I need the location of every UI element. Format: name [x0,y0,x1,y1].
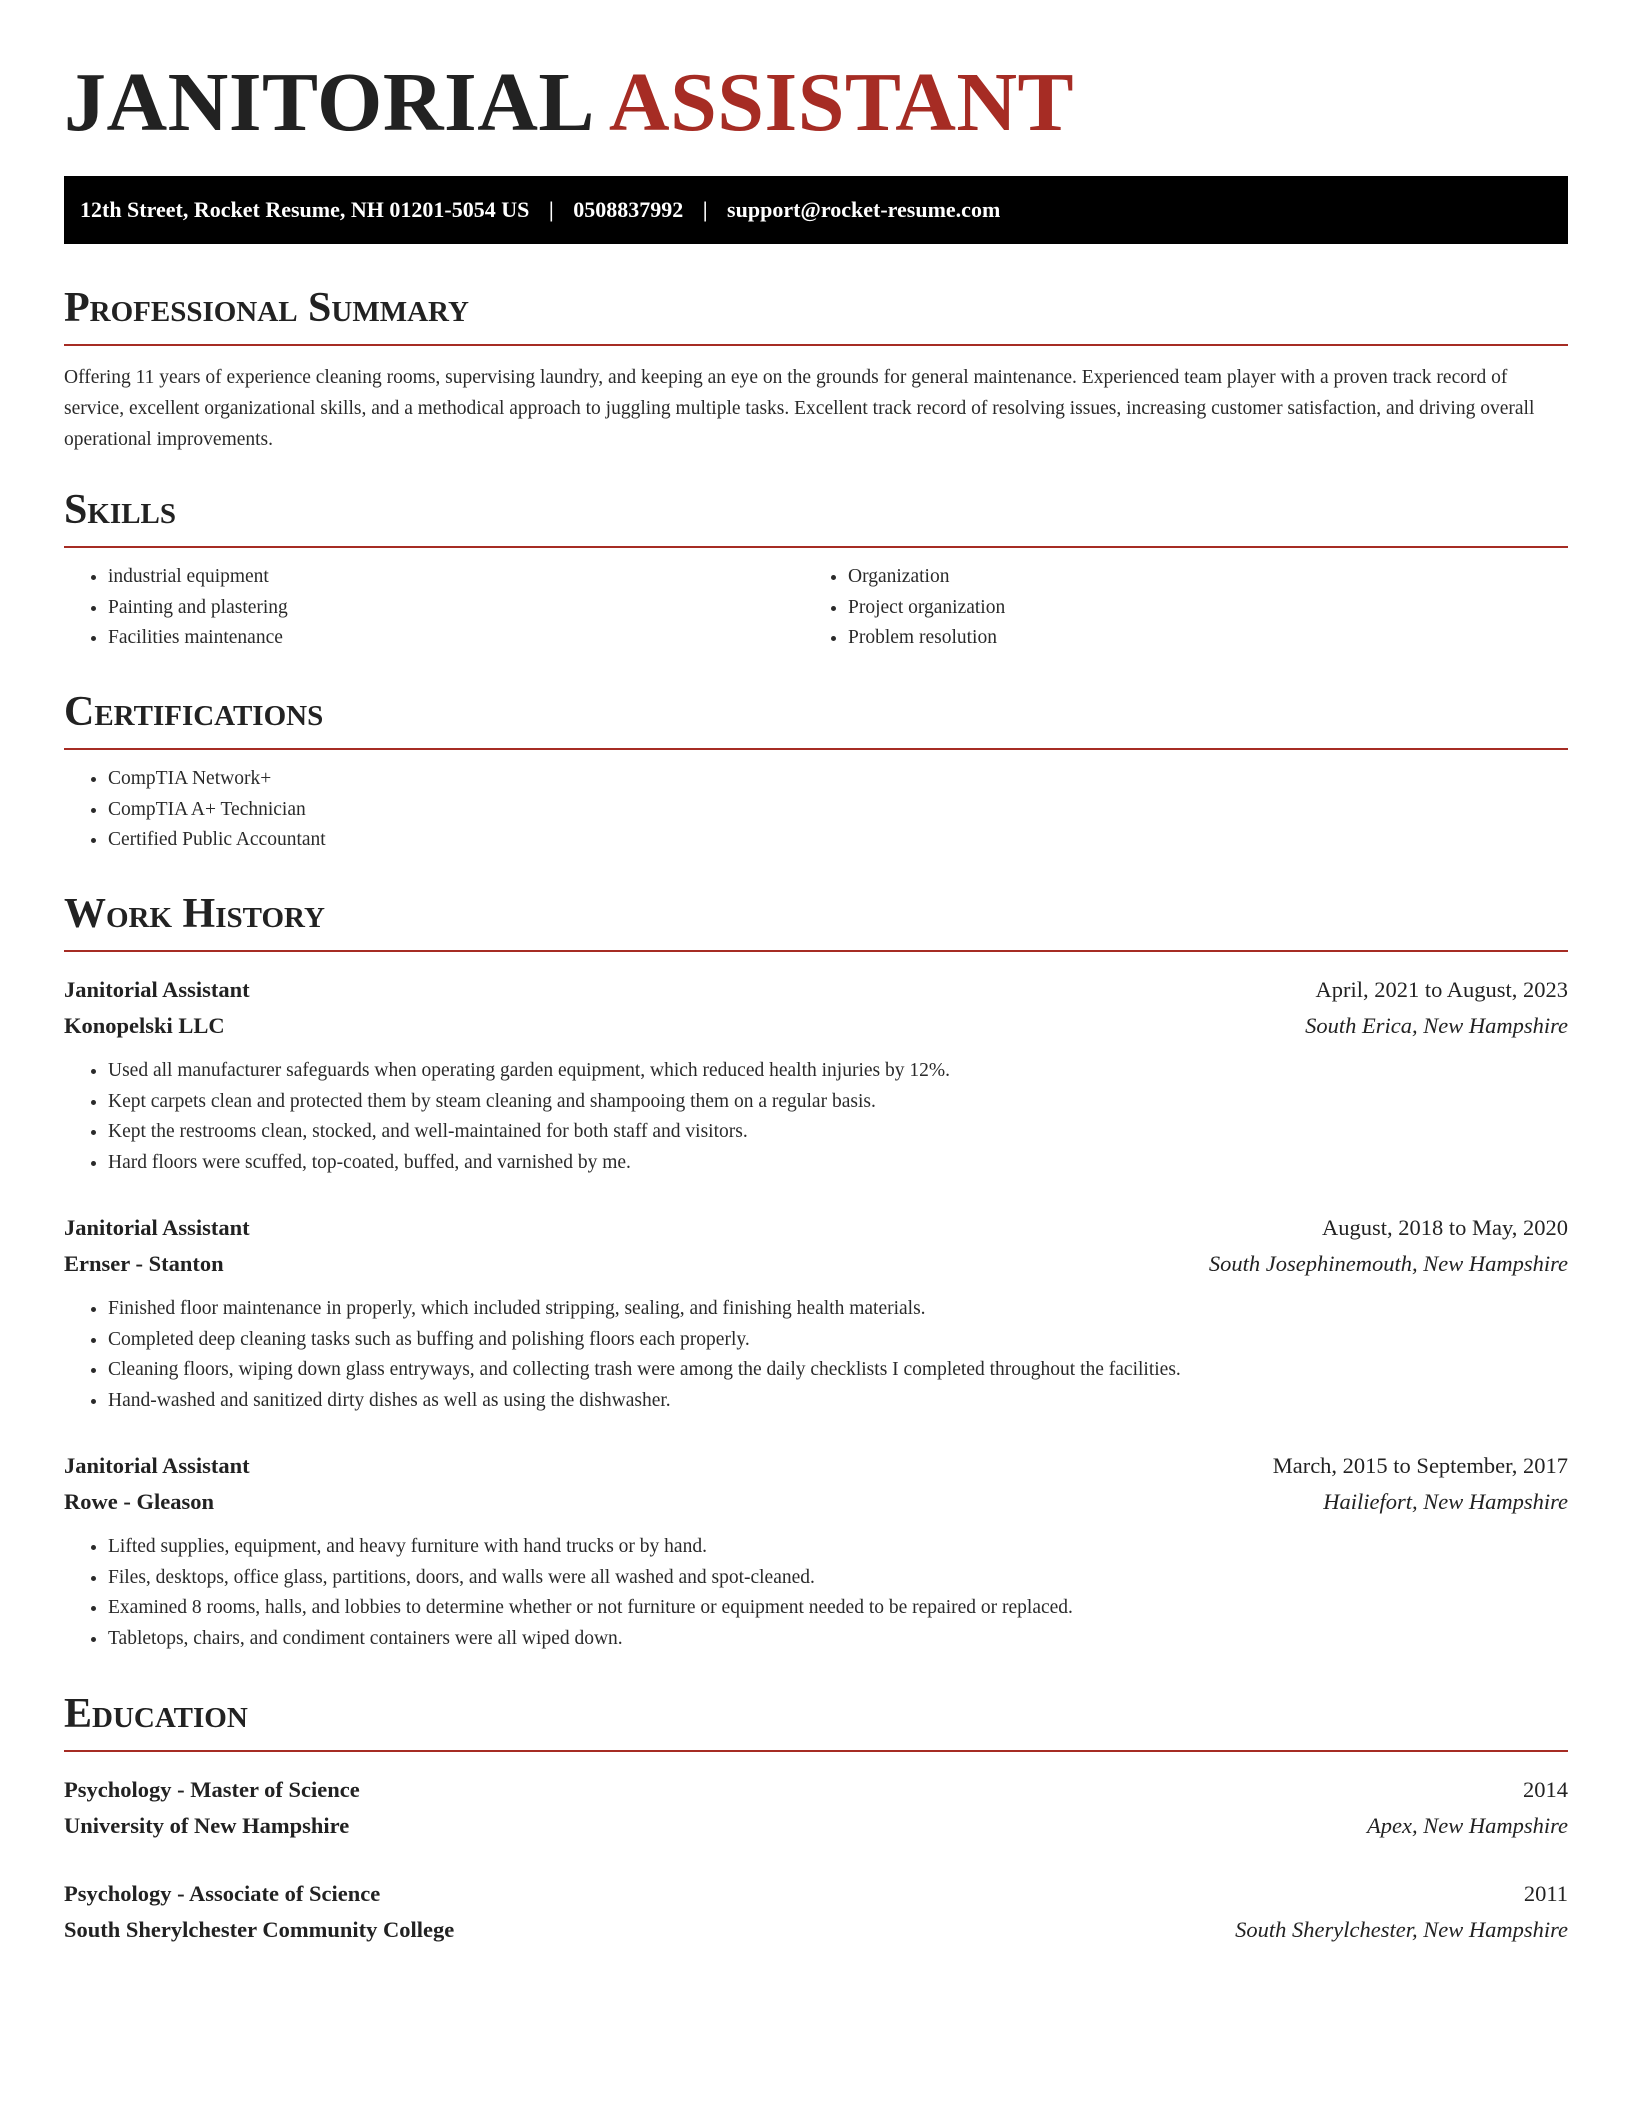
job-bullet: • Completed deep cleaning tasks such as buffing and polishing floors each properly. [108,1325,1568,1356]
school-location: South Sherylchester, New Hampshire [1235,1917,1568,1942]
graduation-year: 2014 [1523,1777,1568,1802]
skill-item: • Facilities maintenance [108,623,804,654]
skills-list-left [64,562,804,654]
certification-item: • Certified Public Accountant [108,825,1568,856]
skill-item: • Problem resolution [848,623,1568,654]
section-heading: Education [64,1691,248,1737]
contact-address: 12th Street, Rocket Resume, NH 01201-5054 US [80,197,530,222]
education-entry [64,1876,1568,1948]
resume-page [64,0,1568,1942]
skill-item: • Painting and plastering [108,593,804,624]
job-bullet: • Files, desktops, office glass, partitions, doors, and walls were all washed and spot-cleaned. [108,1563,1568,1594]
certifications-section [64,684,1568,856]
job-bullet: • Hand-washed and sanitized dirty dishes as well as using the dishwasher. [108,1386,1568,1417]
job-location: Hailiefort, New Hampshire [1323,1489,1568,1514]
job-bullet: • Tabletops, chairs, and condiment containers were all wiped down. [108,1624,1568,1655]
work-history-section [64,886,1568,1654]
job-location: South Erica, New Hampshire [1305,1013,1568,1038]
section-divider [64,748,1568,750]
job-bullet: • Cleaning floors, wiping down glass entryways, and collecting trash were among the daily checklists I completed throughout the facilities. [108,1355,1568,1386]
school-name: South Sherylchester Community College [64,1917,455,1942]
certification-item: • CompTIA Network+ [108,764,1568,795]
job-bullet: • Examined 8 rooms, halls, and lobbies to determine whether or not furniture or equipment needed to be repaired or replaced. [108,1593,1568,1624]
contact-bar [64,176,1568,244]
job-entry [64,1210,1568,1416]
contact-separator: | [702,197,708,222]
job-location: South Josephinemouth, New Hampshire [1208,1251,1568,1276]
graduation-year: 2011 [1523,1881,1568,1906]
education-entry [64,1772,1568,1844]
section-heading: Professional Summary [64,285,469,331]
job-bullets [64,1294,1568,1416]
job-company: Rowe - Gleason [64,1489,214,1514]
job-title: Janitorial Assistant [64,1453,250,1478]
section-heading: Work History [64,891,325,937]
section-divider [64,344,1568,346]
job-bullets [64,1056,1568,1178]
contact-email: support@rocket-resume.com [727,197,1001,222]
skills-list-right [804,562,1568,654]
contact-phone: 0508837992 [573,197,684,222]
job-dates: April, 2021 to August, 2023 [1315,977,1568,1002]
job-company: Konopelski LLC [64,1013,225,1038]
resume-title [64,0,1568,150]
skill-item: • Organization [848,562,1568,593]
skill-item: • industrial equipment [108,562,804,593]
section-heading: Certifications [64,689,324,735]
job-bullet: • Lifted supplies, equipment, and heavy furniture with hand trucks or by hand. [108,1532,1568,1563]
job-dates: March, 2015 to September, 2017 [1272,1453,1568,1478]
school-location: Apex, New Hampshire [1366,1813,1568,1838]
section-divider [64,950,1568,952]
job-bullet: • Hard floors were scuffed, top-coated, buffed, and varnished by me. [108,1148,1568,1179]
job-dates: August, 2018 to May, 2020 [1321,1215,1568,1240]
job-company: Ernser - Stanton [64,1251,224,1276]
summary-section [64,280,1568,455]
section-heading: Skills [64,487,177,533]
certifications-list [64,764,1568,856]
summary-text: Offering 11 years of experience cleaning rooms, supervising laundry, and keeping an eye on the grounds for general maintenance. Experienced team player with a proven track record of service, excellent organizational skills, and a methodical approach to juggling multiple tasks. Excellent track record of resolving issues, increasing customer satisfaction, and driving overall operational improvements. [64,367,1535,450]
contact-separator: | [548,197,554,222]
job-bullet: • Kept carpets clean and protected them by steam cleaning and shampooing them on a regular basis. [108,1087,1568,1118]
education-section [64,1686,1568,1948]
job-title: Janitorial Assistant [64,977,250,1002]
title-second-word: ASSISTANT [608,56,1075,149]
job-bullet: • Kept the restrooms clean, stocked, and well-maintained for both staff and visitors. [108,1117,1568,1148]
certification-item: • CompTIA A+ Technician [108,795,1568,826]
title-first-word: JANITORIAL [64,56,595,149]
section-divider [64,1750,1568,1752]
job-entry [64,972,1568,1178]
job-bullet: • Finished floor maintenance in properly, which included stripping, sealing, and finishing health materials. [108,1294,1568,1325]
skills-section [64,482,1568,654]
degree: Psychology - Associate of Science [64,1881,381,1906]
school-name: University of New Hampshire [64,1813,350,1838]
job-bullets [64,1532,1568,1654]
job-entry [64,1448,1568,1654]
degree: Psychology - Master of Science [64,1777,360,1802]
skill-item: • Project organization [848,593,1568,624]
job-title: Janitorial Assistant [64,1215,250,1240]
job-bullet: • Used all manufacturer safeguards when operating garden equipment, which reduced health injuries by 12%. [108,1056,1568,1087]
